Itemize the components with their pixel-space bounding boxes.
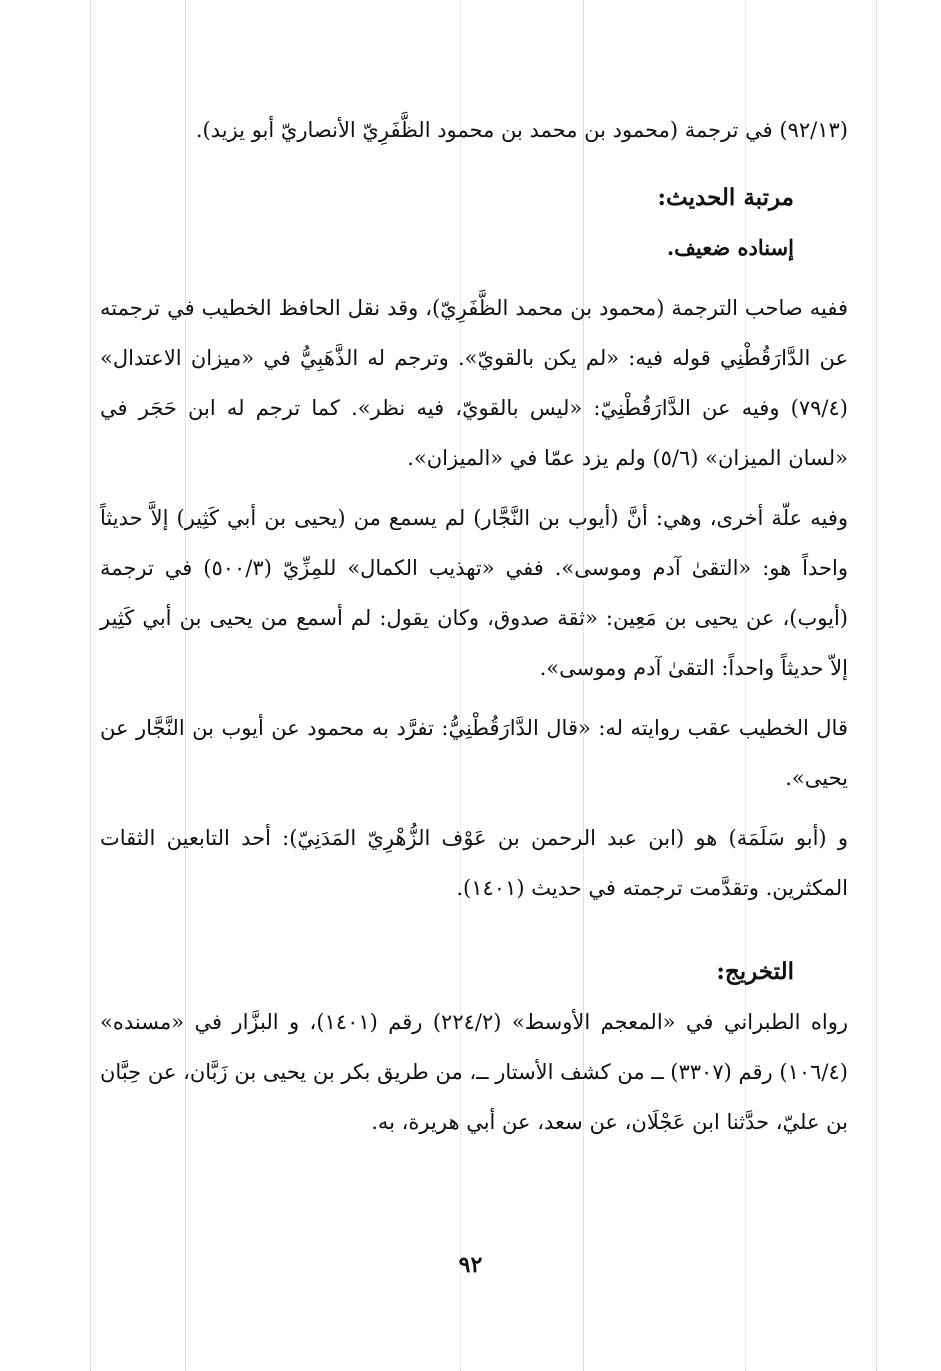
- takhrij-heading: التخريج:: [716, 958, 794, 985]
- body-paragraph: قال الخطيب عقب روايته له: «قال الدَّارَقُطْنِيُّ: تفرَّد به محمود عن أيوب بن النَّجَّار عن يحيى».: [100, 716, 848, 790]
- intro-paragraph: (٩٢/١٣) في ترجمة (محمود بن محمد بن محمود الظَّفَرِيّ الأنصاريّ أبو يزيد).: [195, 118, 848, 142]
- rank-heading: مرتبة الحديث:: [657, 184, 794, 211]
- body-paragraph: و (أبو سَلَمَة) هو (ابن عبد الرحمن بن عَوْف الزُّهْرِيّ المَدَنِيّ): أحد التابعين الثقات المكثرين. وتقدَّمت ترجمته في حديث (١٤٠١).: [100, 826, 848, 900]
- scan-guide-line: [876, 0, 877, 1371]
- page-number: ٩٢: [458, 1252, 483, 1278]
- body-paragraph: وفيه علّة أخرى، وهي: أنَّ (أيوب بن النَّجَّار) لم يسمع من (يحيى بن أبي كَثِير) إلاَّ حديثاً واحداً هو: «التقىٰ آدم وموسى». ففي «تهذيب الكمال» للمِزِّيّ (٥٠٠/٣) في ترجمة (أيوب)، عن يحيى بن مَعِين: «ثقة صدوق، وكان يقول: لم أسمع من يحيى بن أبي كَثِير إلاّ حديثاً واحداً: التقىٰ آدم وموسى».: [100, 506, 848, 680]
- scan-guide-line: [90, 0, 91, 1371]
- body-paragraph: ففيه صاحب الترجمة (محمود بن محمد الظَّفَرِيّ)، وقد نقل الحافظ الخطيب في ترجمته عن الدَّارَقُطْنِي قوله فيه: «لم يكن بالقويّ». وترجم له الذَّهَبِيُّ في «ميزان الاعتدال» (٧٩/٤) وفيه عن الدَّارَقُطْنِيّ: «ليس بالقويّ، فيه نظر». كما ترجم له ابن حَجَر في «لسان الميزان» (٥/٦) ولم يزد عمّا في «الميزان».: [100, 296, 848, 470]
- rank-value: إسناده ضعيف.: [666, 235, 794, 260]
- page-body: [100, 105, 848, 1147]
- takhrij-paragraph: رواه الطبراني في «المعجم الأوسط» (٢٢٤/٢) رقم (١٤٠١)، و البزَّار في «مسنده» (١٠٦/٤) رقم (٣٣٠٧) ــ من كشف الأستار ــ، من طريق بكر بن يحيى بن زَبَّان، عن حِبَّان بن عليّ، حدَّثنا ابن عَجْلَان، عن سعد، عن أبي هريرة، به.: [100, 1010, 848, 1134]
